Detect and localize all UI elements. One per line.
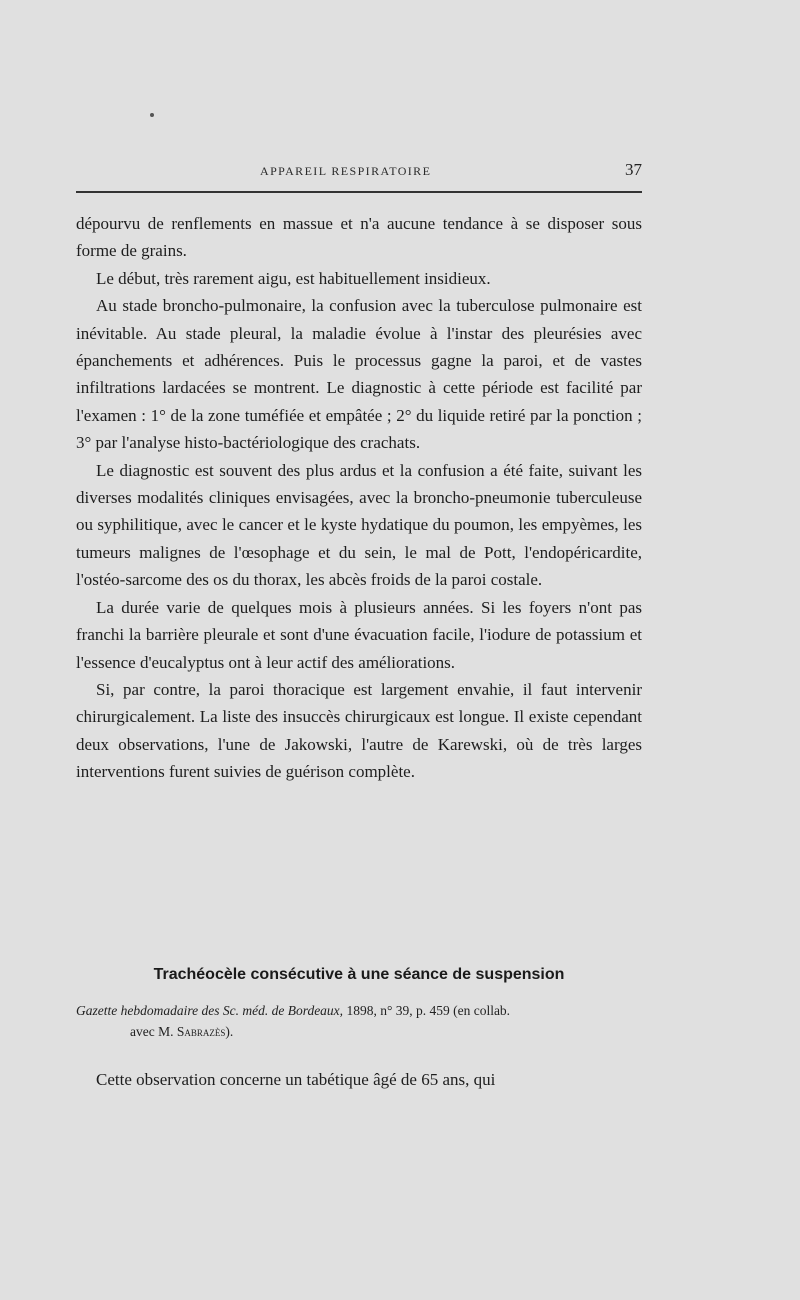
body-text bbox=[76, 210, 642, 786]
page-number: 37 bbox=[625, 160, 642, 179]
citation-journal: Gazette hebdomadaire des Sc. méd. de Bordeaux, bbox=[76, 1003, 344, 1018]
citation-line-2 bbox=[76, 1021, 642, 1042]
running-head bbox=[76, 162, 642, 182]
ink-dot bbox=[150, 113, 154, 117]
running-title: APPAREIL RESPIRATOIRE bbox=[260, 164, 432, 178]
paragraph-duration: La durée varie de quelques mois à plusieurs années. Si les foyers n'ont pas franchi la barrière pleurale et sont d'une évacuation facile, l'iodure de potassium et l'essence d'eucalyptus ont à leur actif des améliorations. bbox=[76, 597, 642, 672]
paragraph-stages: Au stade broncho-pulmonaire, la confusion avec la tuberculose pulmonaire est inévitable. Au stade pleural, la maladie évolue à l'instar des pleurésies avec épanchements et adhérences. Puis le processus gagne la paroi, et de vastes infiltrations lardacées se montrent. Le diagnostic à cette période est facilité par l'examen : 1° de la zone tuméfiée et empâtée ; 2° du liquide retiré par la ponction ; 3° par l'analyse histo-bactériologique des crachats. bbox=[76, 296, 642, 453]
paragraph-surgery: Si, par contre, la paroi thoracique est largement envahie, il faut intervenir chirurgicalement. La liste des insuccès chirurgicaux est longue. Il existe cependant deux observations, l'une de Jakowski, l'autre de Karewski, où de très larges interventions furent suivies de guérison complète. bbox=[76, 679, 642, 782]
citation-details: 1898, n° 39, p. 459 (en collab. bbox=[343, 1003, 511, 1018]
paragraph-observation: Cette observation concerne un tabétique âgé de 65 ans, qui bbox=[96, 1070, 496, 1089]
section-title: Trachéocèle consécutive à une séance de suspension bbox=[153, 966, 565, 983]
paragraph-continuation: dépourvu de renflements en massue et n'a aucune tendance à se disposer sous forme de grains. bbox=[76, 214, 642, 261]
citation bbox=[76, 1000, 642, 1042]
citation-line-1 bbox=[76, 1000, 642, 1021]
citation-collab-prefix: avec M. bbox=[130, 1024, 177, 1039]
citation-collab-name: Sabrazès bbox=[176, 1024, 226, 1039]
header-rule bbox=[76, 191, 642, 193]
citation-collab-suffix: ). bbox=[225, 1024, 234, 1039]
paragraph-diagnosis: Le diagnostic est souvent des plus ardus et la confusion a été faite, suivant les diverses modalités cliniques envisagées, avec la broncho-pneumonie tuberculeuse ou syphilitique, avec le cancer et le kyste hydatique du poumon, les empyèmes, les tumeurs malignes de l'œsophage et du sein, le mal de Pott, l'endopéricardite, l'ostéo-sarcome des os du thorax, les abcès froids de la paroi costale. bbox=[76, 460, 642, 590]
paragraph-onset: Le début, très rarement aigu, est habituellement insidieux. bbox=[96, 268, 491, 288]
